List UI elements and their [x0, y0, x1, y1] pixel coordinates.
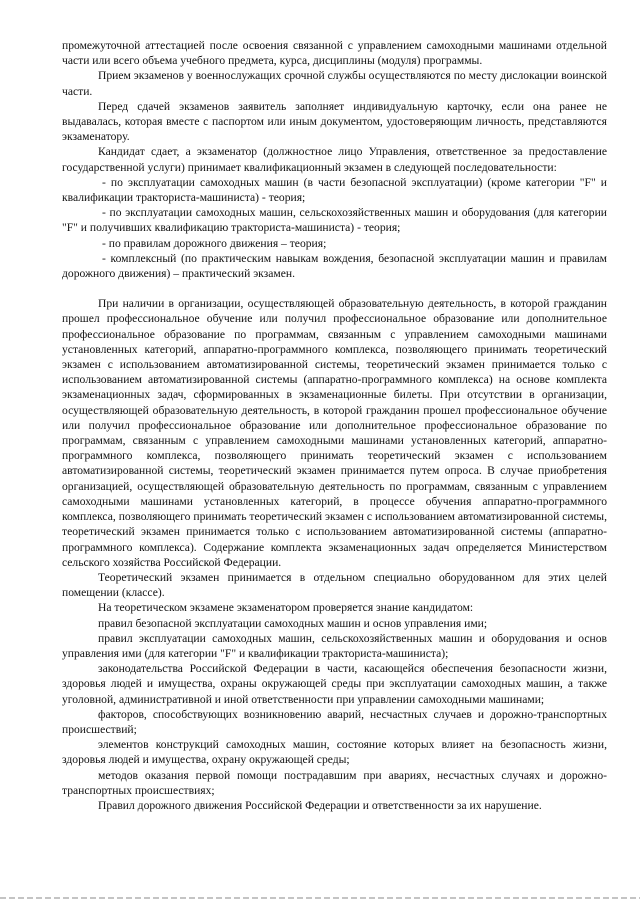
paragraph-2: Прием экзаменов у военнослужащих срочной службы осуществляются по месту дислокации воинской части.: [62, 69, 607, 98]
knowledge-item-traffic-rules: Правил дорожного движения Российской Федерации и ответственности за их нарушение.: [98, 798, 542, 812]
paragraph-knowledge-intro: На теоретическом экзамене экзаменатором проверяется знание кандидатом:: [98, 601, 474, 615]
list-item-practical-exam: - комплексный (по практическим навыкам вождения, безопасной эксплуатации машин и правилам дорожного движения) – практический экзамен.: [62, 251, 607, 281]
list-item-theory-safe-operation: - по эксплуатации самоходных машин (в части безопасной эксплуатации) (кроме категории "F" и квалификации тракториста-машиниста) - теория;: [62, 175, 607, 205]
list-item-theory-category-f: - по эксплуатации самоходных машин, сельскохозяйственных машин и оборудования (для категории "F" и получивших квалификацию тракториста-машиниста) - теория;: [62, 206, 607, 235]
list-item-theory-traffic-rules: - по правилам дорожного движения – теория;: [102, 236, 327, 250]
document-page: [62, 38, 607, 813]
knowledge-item-accident-factors: факторов, способствующих возникновению аварий, несчастных случаев и дорожно-транспортных происшествий;: [62, 707, 607, 736]
knowledge-item-legislation: законодательства Российской Федерации в части, касающейся обеспечения безопасности жизни, здоровья людей и имущества, охраны окружающей среды при эксплуатации самоходных машин, а также уголовной, административной и иной ответственности при управлении самоходными машинами;: [62, 662, 607, 706]
knowledge-item-construction-elements: элементов конструкций самоходных машин, состояние которых влияет на безопасность жизни, здоровья людей и имущества, охрану окружающей среды;: [62, 738, 607, 767]
paragraph-1: промежуточной аттестацией после освоения связанной с управлением самоходными машинами отдельной части или всего объема учебного предмета, курса, дисциплины (модуля) программы.: [62, 39, 607, 68]
paragraph-3: Перед сдачей экзаменов заявитель заполняет индивидуальную карточку, если она ранее не выдавалась, которая вместе с паспортом или иным документом, удостоверяющим личность, представляются экзаменатору.: [62, 99, 607, 144]
knowledge-item-first-aid: методов оказания первой помощи пострадавшим при авариях, несчастных случаях и дорожно-транспортных происшествиях;: [62, 768, 607, 797]
page-bottom-edge: [0, 897, 640, 899]
paragraph-4: Кандидат сдает, а экзаменатор (должностное лицо Управления, ответственное за предоставление государственной услуги) принимает квалификационный экзамен в следующей последовательности:: [62, 145, 607, 174]
paragraph-exam-room: Теоретический экзамен принимается в отдельном специально оборудованном для этих целей помещении (классе).: [62, 570, 607, 600]
paragraph-automated-system: При наличии в организации, осуществляющей образовательную деятельность, в которой гражданин прошел профессиональное обучение или получил профессиональное образование или дополнительное профессиональное образование по программам, связанным с управлением самоходными машинами установленных категорий, аппаратно-программного комплекса, позволяющего принимать теоретический экзамен с использованием автоматизированной системы, теоретический экзамен принимается только с использованием автоматизированной системы (аппаратно-программного комплекса) на основе комплекта экзаменационных задач, сформированных в экзаменационные билеты. При отсутствии в организации, осуществляющей образовательную деятельность, в которой гражданин прошел профессиональное обучение или получил профессиональное образование или дополнительное профессиональное образование по программам, связанным с управлением самоходными машинами установленных категорий, аппаратно-программного комплекса, позволяющего принимать теоретический экзамен с использованием автоматизированной системы, теоретический экзамен принимается путем опроса. В случае приобретения организацией, осуществляющей образовательную деятельность по программам, связанным с управлением самоходными машинами установленных категорий, в процессе обучения аппаратно-программного комплекса, позволяющего принимать теоретический экзамен с использованием автоматизированной системы, теоретический экзамен принимается только с использованием автоматизированной системы (аппаратно-программного комплекса). Содержание комплекта экзаменационных задач определяется Министерством сельского хозяйства Российской Федерации.: [62, 297, 607, 569]
knowledge-item-operation-rules: правил эксплуатации самоходных машин, сельскохозяйственных машин и оборудования и основ управления ими (для категории "F" и квалификации тракториста-машиниста);: [62, 631, 607, 660]
knowledge-item-safe-operation: правил безопасной эксплуатации самоходных машин и основ управления ими;: [98, 616, 488, 630]
